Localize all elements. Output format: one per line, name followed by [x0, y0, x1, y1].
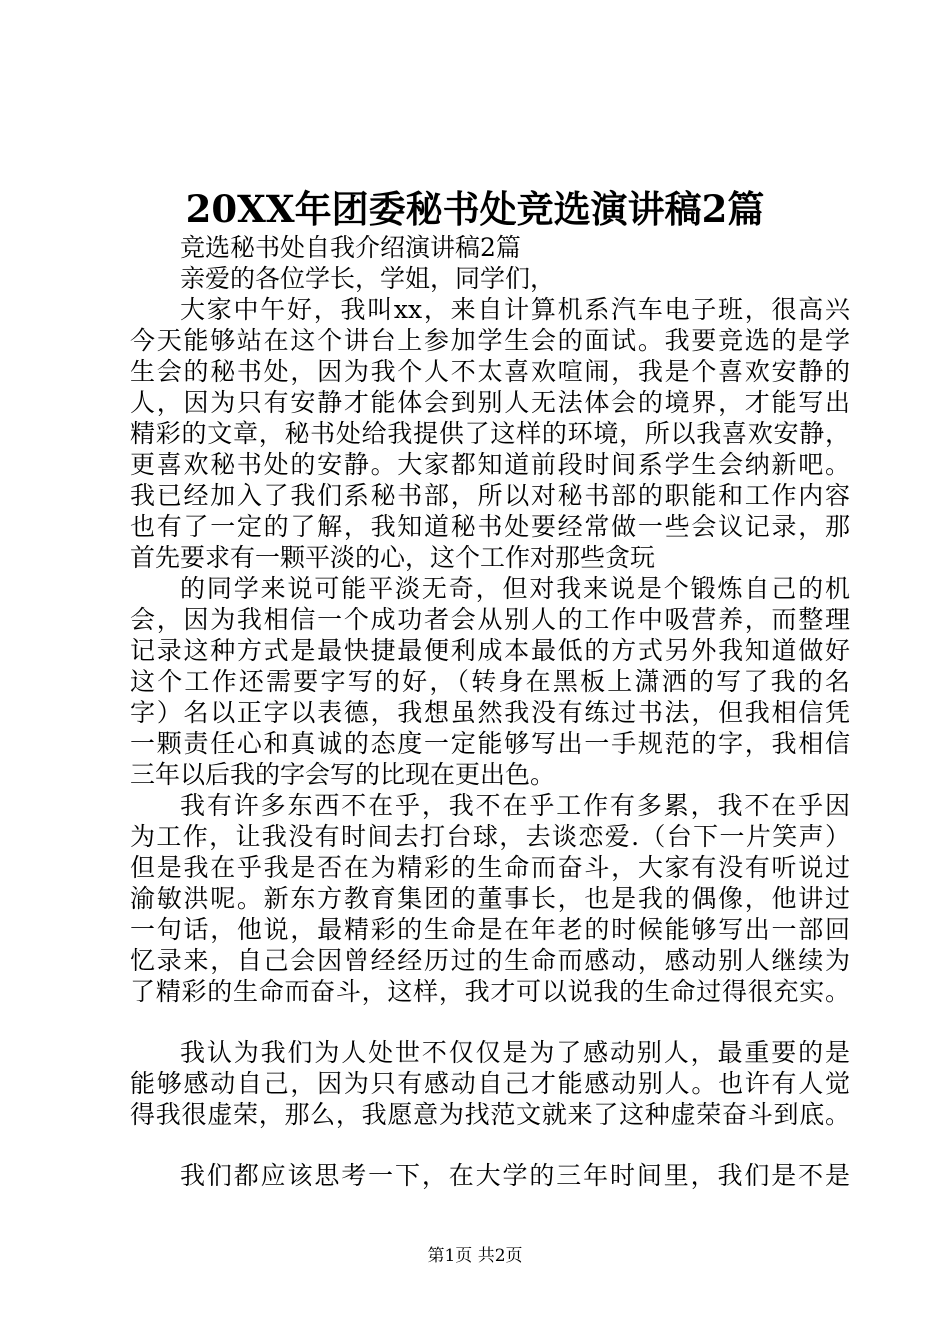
text-line: 字）名以正字以表德，我想虽然我没有练过书法，但我相信凭 — [130, 698, 850, 727]
text-line: 更喜欢秘书处的安静。大家都知道前段时间系学生会纳新吧。 — [130, 450, 850, 479]
text-line: 忆录来，自己会因曾经经历过的生命而感动，感动别人继续为 — [130, 946, 850, 975]
text-line: 但是我在乎我是否在为精彩的生命而奋斗，大家有没有听说过 — [130, 853, 850, 882]
text-line: 这个工作还需要字写的好，（转身在黑板上潇洒的写了我的名 — [130, 667, 850, 696]
document-body — [130, 232, 850, 1191]
text-line: 首先要求有一颗平淡的心，这个工作对那些贪玩 — [130, 543, 656, 572]
text-line: 生会的秘书处，因为我个人不太喜欢喧闹，我是个喜欢安静的 — [130, 357, 850, 386]
text-line: 为工作，让我没有时间去打台球，去谈恋爱.（台下一片笑声） — [130, 822, 850, 851]
page-footer: 第1页 共2页 — [427, 1246, 523, 1266]
paragraph-gap — [130, 1130, 850, 1160]
text-line: 大家中午好，我叫xx，来自计算机系汽车电子班，很高兴 — [180, 295, 850, 324]
text-line: 一句话，他说，最精彩的生命是在年老的时候能够写出一部回 — [130, 915, 850, 944]
text-line: 了精彩的生命而奋斗，这样，我才可以说我的生命过得很充实。 — [130, 977, 850, 1006]
text-line: 能够感动自己，因为只有感动自己才能感动别人。也许有人觉 — [130, 1069, 850, 1098]
text-line: 记录这种方式是最快捷最便利成本最低的方式另外我知道做好 — [130, 636, 850, 665]
document-title: 20XX年团委秘书处竞选演讲稿2篇 — [185, 187, 765, 231]
text-line: 人，因为只有安静才能体会到别人无法体会的境界，才能写出 — [130, 388, 850, 417]
paragraph-gap — [130, 1007, 850, 1037]
text-line: 我有许多东西不在乎，我不在乎工作有多累，我不在乎因 — [180, 791, 850, 820]
text-line: 今天能够站在这个讲台上参加学生会的面试。我要竞选的是学 — [130, 326, 850, 355]
text-line: 得我很虚荣，那么，我愿意为找范文就来了这种虚荣奋斗到底。 — [130, 1100, 850, 1129]
text-line: 的同学来说可能平淡无奇，但对我来说是个锻炼自己的机 — [180, 574, 850, 603]
text-line: 也有了一定的了解，我知道秘书处要经常做一些会议记录，那 — [130, 512, 850, 541]
text-line: 会，因为我相信一个成功者会从别人的工作中吸营养，而整理 — [130, 605, 850, 634]
text-line: 我们都应该思考一下，在大学的三年时间里，我们是不是 — [180, 1161, 850, 1190]
text-line: 竞选秘书处自我介绍演讲稿2篇 — [180, 233, 521, 262]
text-line: 一颗责任心和真诚的态度一定能够写出一手规范的字，我相信 — [130, 729, 850, 758]
text-line: 亲爱的各位学长，学姐，同学们， — [180, 264, 556, 293]
text-line: 精彩的文章，秘书处给我提供了这样的环境，所以我喜欢安静， — [130, 419, 850, 448]
text-line: 我认为我们为人处世不仅仅是为了感动别人，最重要的是 — [180, 1038, 850, 1067]
text-line: 我已经加入了我们系秘书部，所以对秘书部的职能和工作内容 — [130, 481, 850, 510]
text-line: 三年以后我的字会写的比现在更出色。 — [130, 760, 556, 789]
text-line: 渝敏洪呢。新东方教育集团的董事长，也是我的偶像，他讲过 — [130, 884, 850, 913]
